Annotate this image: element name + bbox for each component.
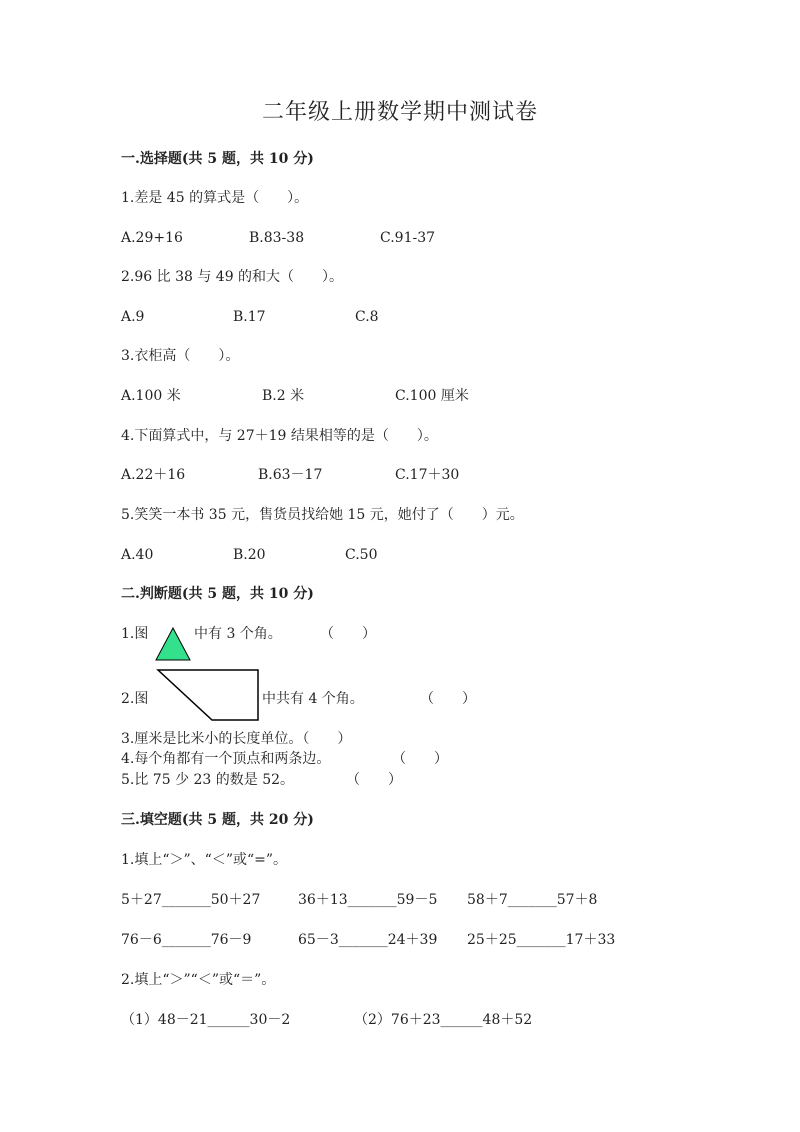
page-title: 二年级上册数学期中测试卷 — [261, 100, 538, 125]
compare-item: （2）76＋23______48＋52 — [354, 1012, 533, 1028]
option-b: B.20 — [233, 547, 266, 563]
option-a: A.40 — [121, 547, 154, 563]
option-b: B.83-38 — [249, 230, 305, 246]
question-stem: 4.下面算式中，与 27＋19 结果相等的是（ ）。 — [121, 428, 438, 444]
option-c: C.17＋30 — [395, 467, 460, 483]
option-b: B.63－17 — [258, 467, 323, 483]
question-text: 中有 3 个角。 — [194, 626, 282, 642]
option-c: C.91-37 — [380, 230, 436, 246]
option-b: B.2 米 — [262, 388, 305, 404]
option-a: A.22＋16 — [121, 467, 186, 483]
compare-item: 25＋25_______17＋33 — [467, 932, 616, 948]
question-prefix: 1.图 — [121, 626, 149, 642]
answer-blank: （ ） — [420, 691, 476, 707]
question-stem: 2.填上“＞”“＜”或“＝”。 — [121, 972, 276, 988]
question-stem: 1.差是 45 的算式是（ ）。 — [121, 190, 309, 206]
section-heading-fill: 三.填空题(共 5 题，共 20 分) — [121, 812, 314, 828]
option-a: A.9 — [121, 309, 145, 325]
question-text: 5.比 75 少 23 的数是 52。 — [121, 772, 295, 788]
question-stem: 2.96 比 38 与 49 的和大（ ）。 — [121, 269, 344, 285]
question-text: 4.每个角都有一个顶点和两条边。 — [121, 751, 331, 767]
option-c: C.50 — [345, 547, 378, 563]
option-c: C.8 — [355, 309, 379, 325]
answer-blank: （ ） — [320, 626, 376, 642]
question-text: 3.厘米是比米小的长度单位。（ ） — [121, 731, 352, 747]
question-stem: 1.填上“＞”、“＜”或“=”。 — [121, 852, 288, 868]
option-c: C.100 厘米 — [395, 388, 469, 404]
trapezoid-figure — [156, 668, 260, 722]
compare-item: （1）48－21______30－2 — [121, 1012, 291, 1028]
question-text: 中共有 4 个角。 — [262, 691, 364, 707]
answer-blank: （ ） — [346, 772, 402, 788]
triangle-figure — [154, 626, 192, 662]
option-b: B.17 — [233, 309, 266, 325]
section-heading-choice: 一.选择题(共 5 题，共 10 分) — [121, 151, 314, 167]
section-heading-judge: 二.判断题(共 5 题，共 10 分) — [121, 586, 314, 602]
option-a: A.29+16 — [121, 230, 183, 246]
question-stem: 5.笑笑一本书 35 元，售货员找给她 15 元，她付了（ ）元。 — [121, 507, 524, 523]
answer-blank: （ ） — [392, 751, 448, 767]
question-prefix: 2.图 — [121, 691, 149, 707]
compare-item: 65－3_______24＋39 — [298, 932, 438, 948]
compare-item: 58＋7_______57＋8 — [467, 892, 598, 908]
option-a: A.100 米 — [121, 388, 181, 404]
compare-item: 36＋13_______59－5 — [298, 892, 438, 908]
compare-item: 76－6_______76－9 — [121, 932, 252, 948]
question-stem: 3.衣柜高（ ）。 — [121, 348, 240, 364]
compare-item: 5＋27_______50＋27 — [121, 892, 261, 908]
